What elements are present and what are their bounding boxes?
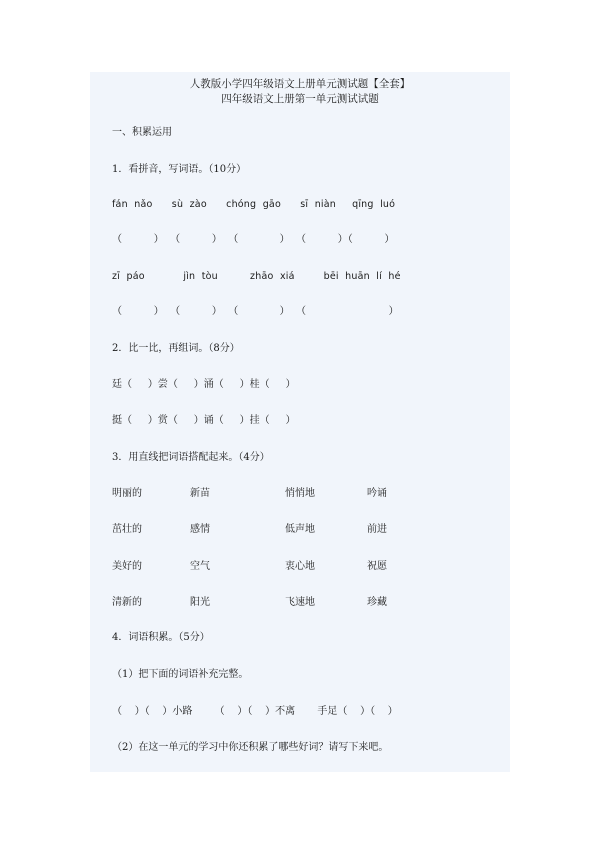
q3-word: 美好的 — [112, 561, 142, 572]
q3-word: 新苗 — [190, 488, 210, 499]
doc-subtitle: 四年级语文上册第一单元测试试题 — [221, 93, 379, 105]
q4-heading: 4．词语积累。（5分） — [112, 632, 210, 643]
q4-sub2: （2）在这一单元的学习中你还积累了哪些好词？请写下来吧。 — [112, 742, 389, 753]
section-heading: 一、积累运用 — [112, 127, 172, 138]
q1-pinyin-row1: fán nǎo sù zào chóng gāo sī niàn qīng luó — [112, 199, 396, 210]
q2-row2: 挺（ ）赏（ ）诵（ ）挂（ ） — [112, 415, 296, 426]
q1-pinyin-row2: zī páo jìn tòu zhāo xiá bēi huān lí hé — [112, 271, 401, 282]
q1-heading: 1．看拼音，写词语。（10分） — [112, 164, 247, 175]
q3-word: 前进 — [367, 524, 387, 535]
q3-word: 明丽的 — [112, 488, 142, 499]
q2-heading: 2．比一比，再组词。（8分） — [112, 343, 240, 354]
q1-blanks-row1: （ ） （ ） （ ） （ ）（ ） — [112, 234, 395, 245]
q1-blanks-row2: （ ） （ ） （ ） （ ） — [112, 306, 399, 317]
q3-word: 空气 — [190, 561, 210, 572]
q2-row1: 廷（ ）尝（ ）涌（ ）桂（ ） — [112, 379, 296, 390]
q3-word: 珍藏 — [367, 597, 387, 608]
q3-word: 衷心地 — [285, 561, 315, 572]
q3-word: 悄悄地 — [285, 488, 315, 499]
q3-word: 阳光 — [190, 597, 210, 608]
q3-word: 低声地 — [285, 524, 315, 535]
q3-word: 吟诵 — [367, 488, 387, 499]
q3-heading: 3．用直线把词语搭配起来。（4分） — [112, 452, 270, 463]
doc-title: 人教版小学四年级语文上册单元测试题【全套】 — [189, 78, 411, 90]
q3-word: 祝愿 — [367, 561, 387, 572]
q3-word: 飞速地 — [285, 597, 315, 608]
q3-word: 感情 — [190, 524, 210, 535]
q3-word: 清新的 — [112, 597, 142, 608]
q3-word: 茁壮的 — [112, 524, 142, 535]
q4-sub1: （1）把下面的词语补充完整。 — [112, 669, 249, 680]
document-page — [90, 72, 510, 772]
q4-fill-row: （ ）（ ）小路 （ ）（ ）不离 手足（ ）（ ） — [112, 706, 398, 717]
